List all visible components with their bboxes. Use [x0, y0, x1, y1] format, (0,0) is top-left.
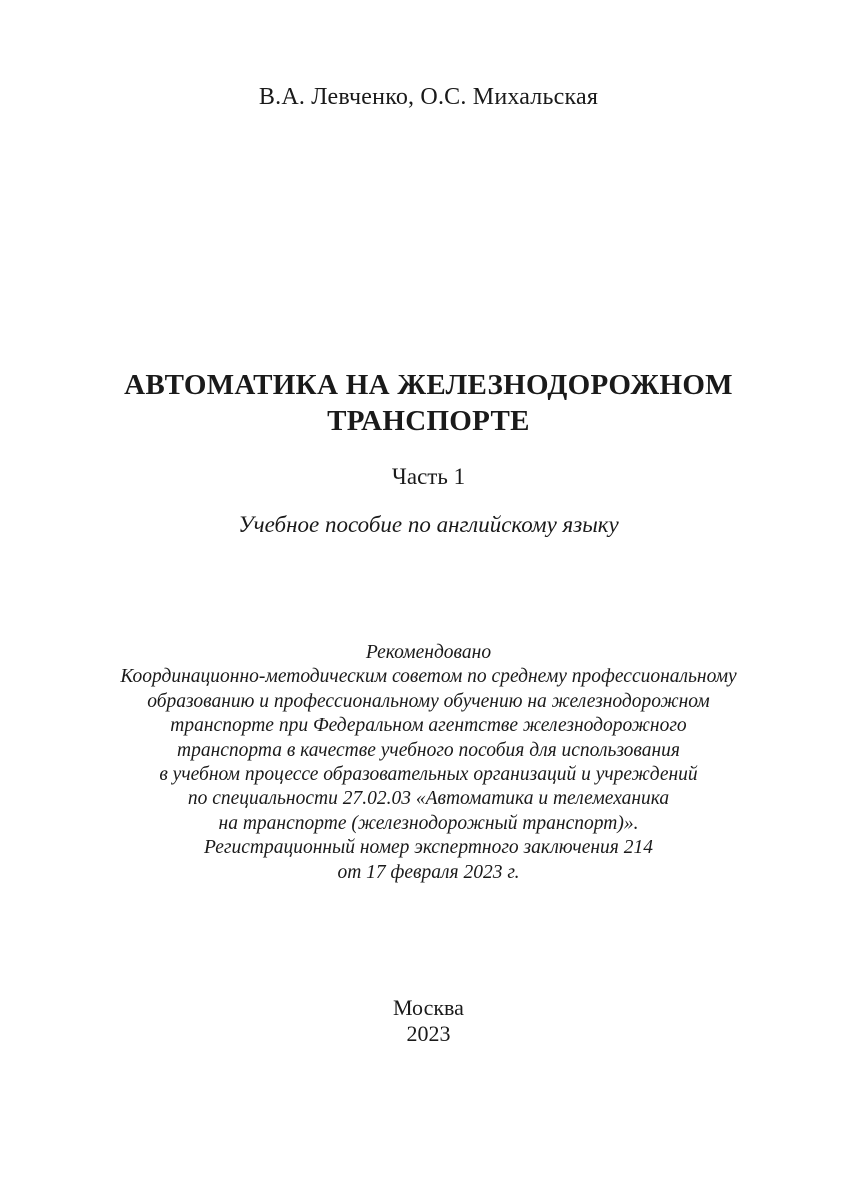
recommendation-line: образованию и профессиональному обучению на железнодорожном: [147, 690, 710, 712]
imprint-city: Москва: [393, 995, 464, 1020]
recommendation-line: Координационно-методическим советом по среднему профессиональному: [120, 666, 737, 688]
imprint-year: 2023: [406, 1021, 451, 1046]
recommendation-line: Рекомендовано: [365, 642, 492, 663]
book-title-line: ТРАНСПОРТЕ: [327, 405, 530, 437]
recommendation-line: по специальности 27.02.03 «Автоматика и телемеханика: [187, 788, 670, 810]
authors: В.А. Левченко, О.С. Михальская: [258, 84, 599, 110]
recommendation-block: [0, 641, 857, 885]
recommendation-line: от 17 февраля 2023 г.: [337, 861, 520, 883]
book-title: [0, 367, 857, 439]
recommendation-line: транспорте при Федеральном агентстве железнодорожного: [170, 715, 687, 737]
recommendation-line: транспорта в качестве учебного пособия для использования: [176, 739, 680, 761]
part-number: Часть 1: [391, 464, 466, 489]
recommendation-line: в учебном процессе образовательных организаций и учреждений: [159, 764, 698, 786]
book-title-line: АВТОМАТИКА НА ЖЕЛЕЗНОДОРОЖНОМ: [124, 369, 733, 401]
subtitle: Учебное пособие по английскому языку: [238, 512, 619, 537]
recommendation-line: на транспорте (железнодорожный транспорт)».: [218, 812, 639, 834]
recommendation-line: Регистрационный номер экспертного заключения 214: [204, 837, 653, 859]
